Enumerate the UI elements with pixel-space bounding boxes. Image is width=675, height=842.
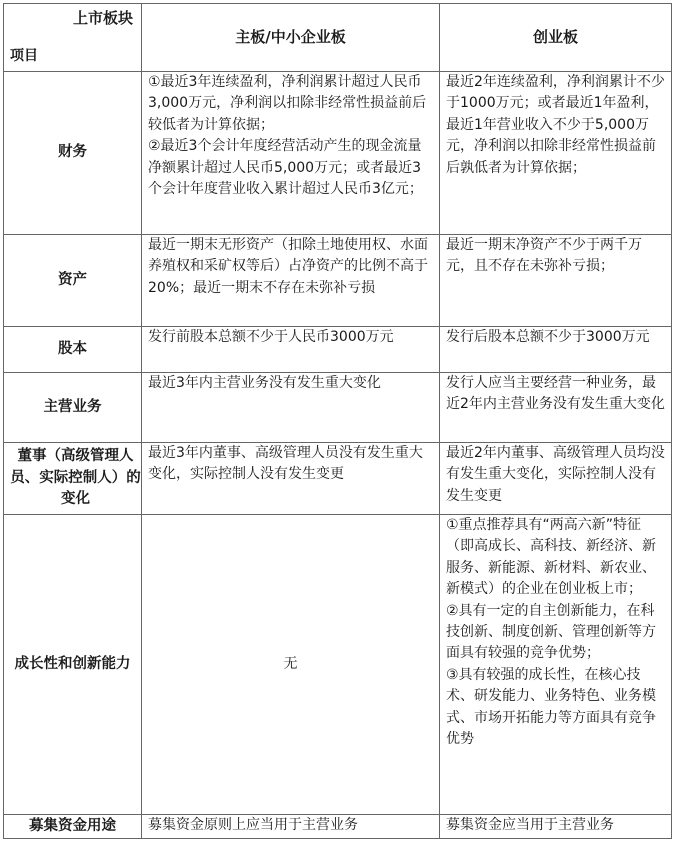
equity-gem-text: 发行后股本总额不少于3000万元 bbox=[446, 329, 650, 345]
row-label-management: 董事（高级管理人员、实际控制人）的变化 bbox=[4, 443, 142, 515]
funds-gem-text: 募集资金应当用于主营业务 bbox=[446, 817, 614, 833]
cell-assets-main bbox=[142, 235, 440, 327]
row-label-funds: 募集资金用途 bbox=[4, 815, 142, 839]
row-label-growth: 成长性和创新能力 bbox=[4, 515, 142, 815]
table-row-assets bbox=[4, 235, 672, 327]
table-row-business bbox=[4, 373, 672, 443]
column-header-gem: 创业板 bbox=[440, 4, 672, 72]
column-header-main-board: 主板/中小企业板 bbox=[142, 4, 440, 72]
row-label-assets: 资产 bbox=[4, 235, 142, 327]
cell-business-main bbox=[142, 373, 440, 443]
finance-gem-text: 最近2年连续盈利，净利润累计不少于1000万元；或者最近1年盈利，最近1年营业收入不少于5,000万元，净利润以扣除非经常性损益前后孰低者为计算依据； bbox=[446, 74, 665, 176]
cell-growth-main: 无 bbox=[142, 515, 440, 815]
table-row-funds bbox=[4, 815, 672, 839]
row-label-equity: 股本 bbox=[4, 327, 142, 373]
finance-main-item-2: ②最近3个会计年度经营活动产生的现金流量净额累计超过人民币5,000万元；或者最近3个会计年度营业收入累计超过人民币3亿元； bbox=[148, 138, 423, 198]
finance-main-item-1: ①最近3年连续盈利，净利润累计超过人民币3,000万元，净利润以扣除非经常性损益前后较低者为计算依据； bbox=[148, 74, 427, 133]
ipo-requirements-table bbox=[3, 3, 672, 839]
cell-equity-main bbox=[142, 327, 440, 373]
cell-assets-gem bbox=[440, 235, 672, 327]
cell-business-gem bbox=[440, 373, 672, 443]
cell-growth-gem bbox=[440, 515, 672, 815]
corner-top-label: 上市板块 bbox=[72, 9, 133, 27]
management-gem-text: 最近2年内董事、高级管理人员均没有发生重大变化，实际控制人没有发生变更 bbox=[446, 445, 665, 504]
row-label-business: 主营业务 bbox=[4, 373, 142, 443]
table-row-finance bbox=[4, 72, 672, 235]
cell-finance-main bbox=[142, 72, 440, 235]
equity-main-text: 发行前股本总额不少于人民币3000万元 bbox=[148, 329, 394, 345]
business-main-text: 最近3年内主营业务没有发生重大变化 bbox=[148, 375, 381, 391]
cell-management-main bbox=[142, 443, 440, 515]
corner-bottom-label: 项目 bbox=[10, 47, 38, 64]
growth-gem-item-1: ①重点推荐具有“两高六新”特征（即高成长、高科技、新经济、新服务、新能源、新材料、新农业、新模式）的企业在创业板上市； bbox=[446, 517, 656, 598]
header-row bbox=[4, 4, 672, 72]
table-row-management bbox=[4, 443, 672, 515]
business-gem-text: 发行人应当主要经营一种业务，最近2年内主营业务没有发生重大变化 bbox=[446, 375, 665, 413]
growth-gem-item-3: ③具有较强的成长性，在核心技术、研发能力、业务特色、业务模式、市场开拓能力等方面具有竞争优势 bbox=[446, 666, 656, 748]
row-label-finance: 财务 bbox=[4, 72, 142, 235]
growth-gem-item-2: ②具有一定的自主创新能力，在科技创新、制度创新、管理创新等方面具有较强的竞争优势； bbox=[446, 602, 656, 662]
cell-finance-gem bbox=[440, 72, 672, 235]
assets-gem-text: 最近一期末净资产不少于两千万元，且不存在未弥补亏损； bbox=[446, 237, 642, 275]
table-row-growth bbox=[4, 515, 672, 815]
cell-funds-main bbox=[142, 815, 440, 839]
corner-header-cell bbox=[4, 4, 142, 72]
cell-equity-gem bbox=[440, 327, 672, 373]
table-row-equity bbox=[4, 327, 672, 373]
cell-funds-gem bbox=[440, 815, 672, 839]
funds-main-text: 募集资金原则上应当用于主营业务 bbox=[148, 817, 358, 833]
assets-main-text: 最近一期末无形资产（扣除土地使用权、水面养殖权和采矿权等后）占净资产的比例不高于20%；最近一期末不存在未弥补亏损 bbox=[148, 237, 428, 296]
cell-management-gem bbox=[440, 443, 672, 515]
management-main-text: 最近3年内董事、高级管理人员没有发生重大变化，实际控制人没有发生变更 bbox=[148, 445, 423, 483]
